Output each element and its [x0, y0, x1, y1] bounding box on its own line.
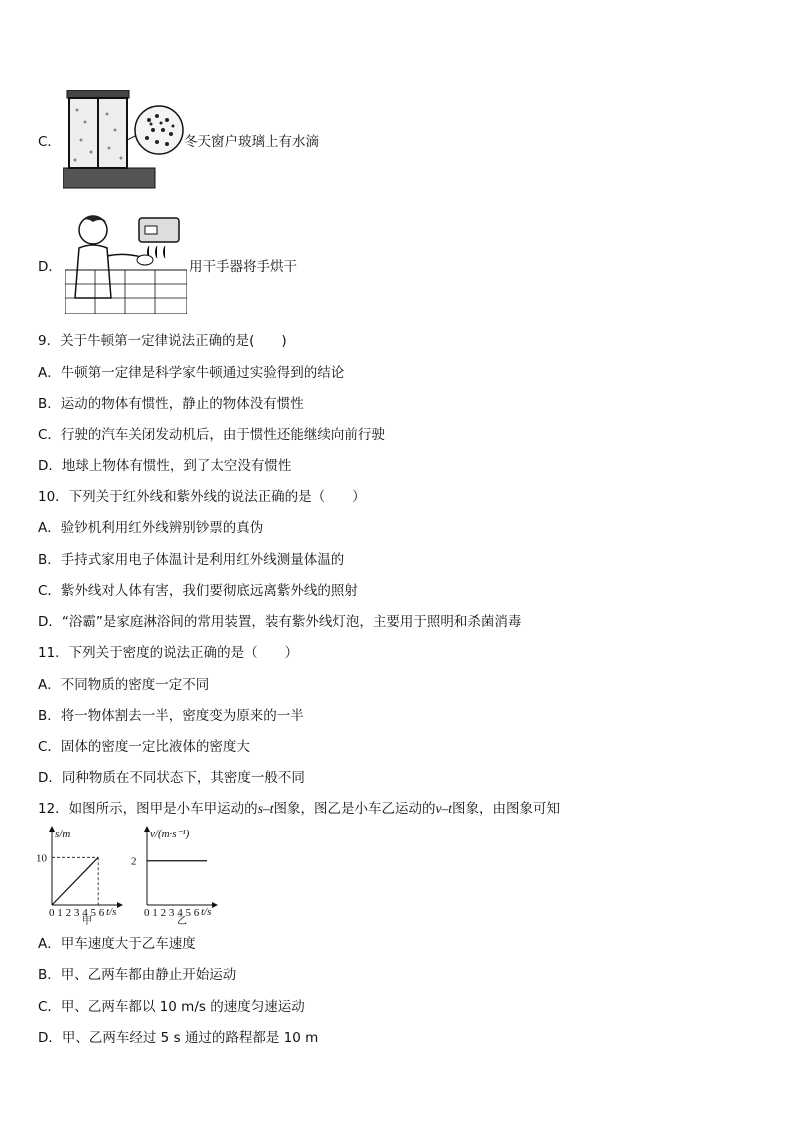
x-tick-label: 1 [57, 907, 63, 919]
q12-stem-part-2: 图象，图乙是小车乙运动的 [273, 801, 436, 817]
graph-title: 甲 [82, 916, 92, 925]
q11-option-a: A．不同物质的密度一定不同 [38, 677, 210, 693]
q11-option-d: D．同种物质在不同状态下，其密度一般不同 [38, 770, 305, 786]
y-tick-label: 2 [131, 855, 137, 868]
x-tick-label: 0 [144, 907, 150, 919]
series-line [52, 857, 98, 905]
q11-option-b: B．将一物体割去一半，密度变为原来的一半 [38, 708, 304, 724]
option-letter-c: C． [38, 134, 61, 150]
q9-option-d: D．地球上物体有惯性，到了太空没有惯性 [38, 458, 292, 474]
q12-stem-part-3: 图象，由图象可知 [451, 801, 560, 817]
x-tick-label: 6 [193, 907, 200, 919]
x-tick-label: 4 [82, 907, 88, 919]
x-tick-label: 4 [177, 907, 183, 919]
option-letter-d: D． [38, 259, 62, 275]
graph-title: 乙 [177, 916, 187, 925]
option-d-caption: 用干手器将手烘干 [189, 259, 297, 275]
q10-option-d: D．“浴霸”是家庭淋浴间的常用装置，装有紫外线灯泡，主要用于照明和杀菌消毒 [38, 614, 522, 630]
window-condensation-illustration-icon [63, 90, 185, 190]
x-axis-label: t/s [201, 906, 212, 918]
y-tick-label: 10 [36, 852, 47, 865]
q10-option-a: A．验钞机利用红外线辨别钞票的真伪 [38, 520, 264, 536]
x-axis-label: t/s [106, 906, 117, 918]
q9-option-a: A．牛顿第一定律是科学家牛顿通过实验得到的结论 [38, 365, 345, 381]
q12-stem-vt: v–t [435, 801, 452, 816]
q9-option-c: C．行驶的汽车关闭发动机后，由于惯性还能继续向前行驶 [38, 427, 385, 443]
x-tick-label: 3 [73, 907, 80, 919]
x-tick-label: 0 [49, 907, 55, 919]
q12-stem-part-1: 12．如图所示，图甲是小车甲运动的 [38, 801, 258, 817]
q12-option-b: B．甲、乙两车都由静止开始运动 [38, 967, 237, 983]
q9-option-b: B．运动的物体有惯性，静止的物体没有惯性 [38, 396, 304, 412]
x-tick-label: 6 [98, 907, 105, 919]
y-axis-label: v/(m·s⁻¹) [150, 828, 190, 840]
x-tick-label: 1 [152, 907, 158, 919]
x-tick-label: 5 [185, 907, 191, 919]
x-tick-label: 3 [168, 907, 175, 919]
q10-option-c: C．紫外线对人体有害，我们要彻底远离紫外线的照射 [38, 583, 358, 599]
graph-jia-st [30, 825, 128, 925]
hand-dryer-illustration-icon [65, 208, 187, 314]
x-tick-label: 2 [160, 907, 167, 919]
q11-stem: 11．下列关于密度的说法正确的是（ ） [38, 645, 299, 661]
q12-stem-st: s–t [257, 801, 274, 816]
q12-option-a: A．甲车速度大于乙车速度 [38, 936, 196, 952]
graph-yi-vt [125, 825, 220, 925]
q12-option-c: C．甲、乙两车都以 10 m/s 的速度匀速运动 [38, 999, 305, 1015]
y-axis-label: s/m [55, 828, 71, 840]
q10-option-b: B．手持式家用电子体温计是利用红外线测量体温的 [38, 552, 345, 568]
q12-stem [38, 800, 560, 818]
q9-stem: 9．关于牛顿第一定律说法正确的是( ) [38, 333, 287, 349]
option-c-caption: 冬天窗户玻璃上有水滴 [184, 134, 319, 150]
x-tick-label: 2 [65, 907, 72, 919]
q10-stem: 10．下列关于红外线和紫外线的说法正确的是（ ） [38, 489, 366, 505]
q12-option-d: D．甲、乙两车经过 5 s 通过的路程都是 10 m [38, 1030, 319, 1046]
q11-option-c: C．固体的密度一定比液体的密度大 [38, 739, 250, 755]
x-tick-label: 5 [90, 907, 96, 919]
